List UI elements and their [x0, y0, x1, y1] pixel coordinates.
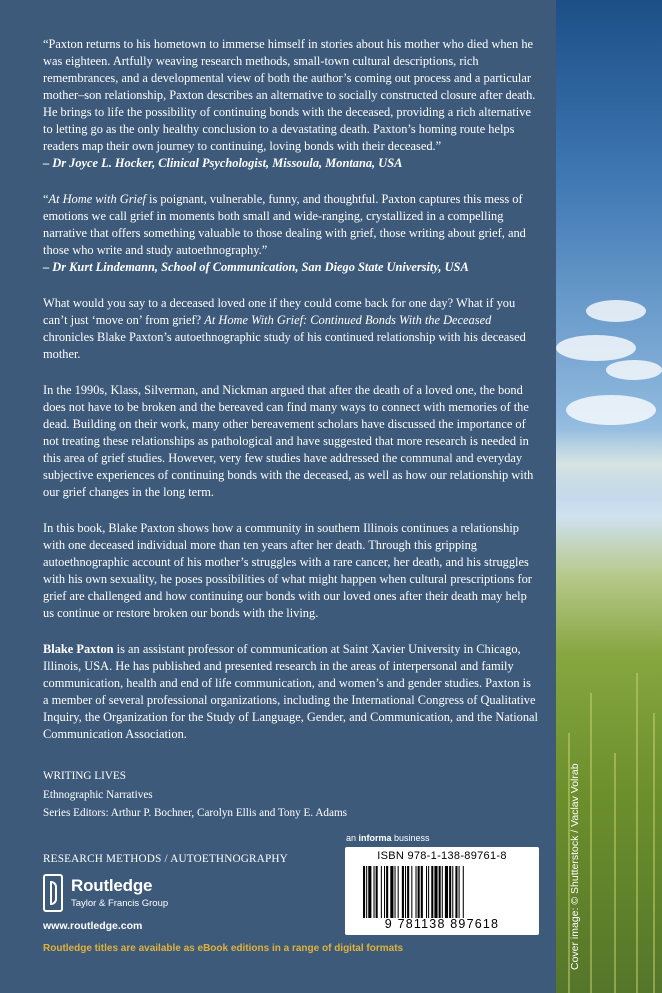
grass-blade: [614, 753, 616, 993]
publisher-url[interactable]: www.routledge.com: [43, 920, 143, 932]
intro-paragraph: [43, 295, 538, 363]
blurb-2-text: [43, 191, 538, 259]
blurb-1-text: “Paxton returns to his hometown to immerse himself in stories about his mother who died when he was eighteen. Artfully weaving research methods, small-town cultural descriptions, rich remembrances, and a developmental view of both the author’s coming out process and a particular mother–son relationship, Paxton describes an alternative to socially constructed closure after death. He brings to life the possibility of continuing bonds with the deceased, providing a rich alternative to letting go as the only healthy conclusion to a devastating death. Paxton’s homing route helps readers map their own journey to continuing, loving bonds with their deceased.”: [43, 37, 536, 153]
series-editors: Series Editors: Arthur P. Bochner, Carolyn Ellis and Tony E. Adams: [43, 807, 348, 819]
ebook-note: Routledge titles are available as eBook editions in a range of digital formats: [43, 943, 404, 954]
horizon-haze: [556, 430, 662, 500]
isbn-label: ISBN 978-1-138-89761-8: [377, 850, 507, 862]
blurb-2-open-quote: “: [43, 192, 49, 206]
body-paragraph-1: In the 1990s, Klass, Silverman, and Nickman argued that after the death of a loved one, the bond does not have to be broken and the bereaved can find many ways to connect with memories of the dead. Building on their work, many other bereavement scholars have discussed the importance of not treating these relationships as pathological and have suggested that more research is needed in this area of grief studies. However, very few studies have addressed the communal and everyday subjective experiences of continuing bonds with the deceased, as well as how our relationship with our grief changes in the long term.: [43, 383, 534, 499]
informa-suffix: business: [391, 833, 430, 843]
cloud-shape: [586, 300, 646, 322]
author-name: Blake Paxton: [43, 642, 114, 656]
grass-blade: [636, 673, 638, 993]
informa-business-label: [346, 833, 430, 843]
image-credit: Cover image: © Shutterstock / Vaclav Volrab: [569, 763, 581, 970]
informa-brand: informa: [358, 833, 392, 843]
author-bio: [43, 641, 538, 743]
routledge-logo-icon: [43, 874, 63, 912]
back-cover-text: [43, 36, 538, 762]
cover-shadow-edge: [540, 0, 556, 993]
barcode-panel: [345, 847, 539, 935]
blurb-2-book-title: At Home with Grief: [48, 192, 146, 206]
series-name: WRITING LIVES: [43, 770, 126, 782]
barcode-icon: [363, 866, 521, 918]
intro-book-title: At Home With Grief: Continued Bonds With the Deceased: [204, 313, 492, 327]
publisher-name: Routledge: [71, 876, 153, 895]
author-bio-text: is an assistant professor of communication at Saint Xavier University in Chicago, Illinois, USA. He has published and presented research in the areas of interpersonal and family communication, health and end of life communication, and women’s and gender studies. Paxton is a member of several professional organizations, including the International Congress of Qualitative Inquiry, the Organization for the Study of Language, Gender, and Communication, and the National Communication Association.: [43, 642, 538, 741]
blurb-2-attribution: – Dr Kurt Lindemann, School of Communication, San Diego State University, USA: [43, 260, 469, 274]
body-paragraph-2: In this book, Blake Paxton shows how a community in southern Illinois continues a relationship with one deceased individual more than ten years after her death. Through this gripping autoethnographic account of his mother’s struggles with a rare cancer, her death, and his struggles with his own sexuality, he poses possibilities of what might happen when cultural prescriptions for grief are challenged and how continuing our bonds with our loved ones after their death may help us continue or restore broken our bonds with the living.: [43, 521, 532, 620]
barcode-digits: 9 781138 897618: [384, 917, 500, 931]
grass-blade: [653, 713, 655, 993]
subject-category: RESEARCH METHODS / AUTOETHNOGRAPHY: [43, 853, 288, 865]
cloud-shape: [556, 335, 636, 361]
cloud-shape: [566, 395, 656, 425]
grass-blade: [590, 693, 592, 993]
intro-text-before: What would you say to a deceased loved one if they could come back for one day? What if you can’t just ‘move on’ from grief?: [43, 296, 516, 327]
publisher-logo: [43, 874, 203, 914]
blurb-2-body: is poignant, vulnerable, funny, and thoughtful. Paxton captures this mess of emotions we call grief in moments both small and wide-ranging, crystallized in a compelling narrative that offers something valuable to those dealing with grief, those writing about grief, and those who write and study autoethnography.”: [43, 192, 526, 257]
publisher-group: Taylor & Francis Group: [71, 898, 169, 909]
series-subtitle: Ethnographic Narratives: [43, 788, 153, 801]
blurb-1-attribution: – Dr Joyce L. Hocker, Clinical Psychologist, Missoula, Montana, USA: [43, 156, 403, 170]
informa-prefix: an: [346, 833, 359, 843]
series-info: [43, 767, 347, 823]
intro-text-after: chronicles Blake Paxton’s autoethnographic study of his continued relationship with his deceased mother.: [43, 330, 526, 361]
cloud-shape: [606, 360, 662, 380]
